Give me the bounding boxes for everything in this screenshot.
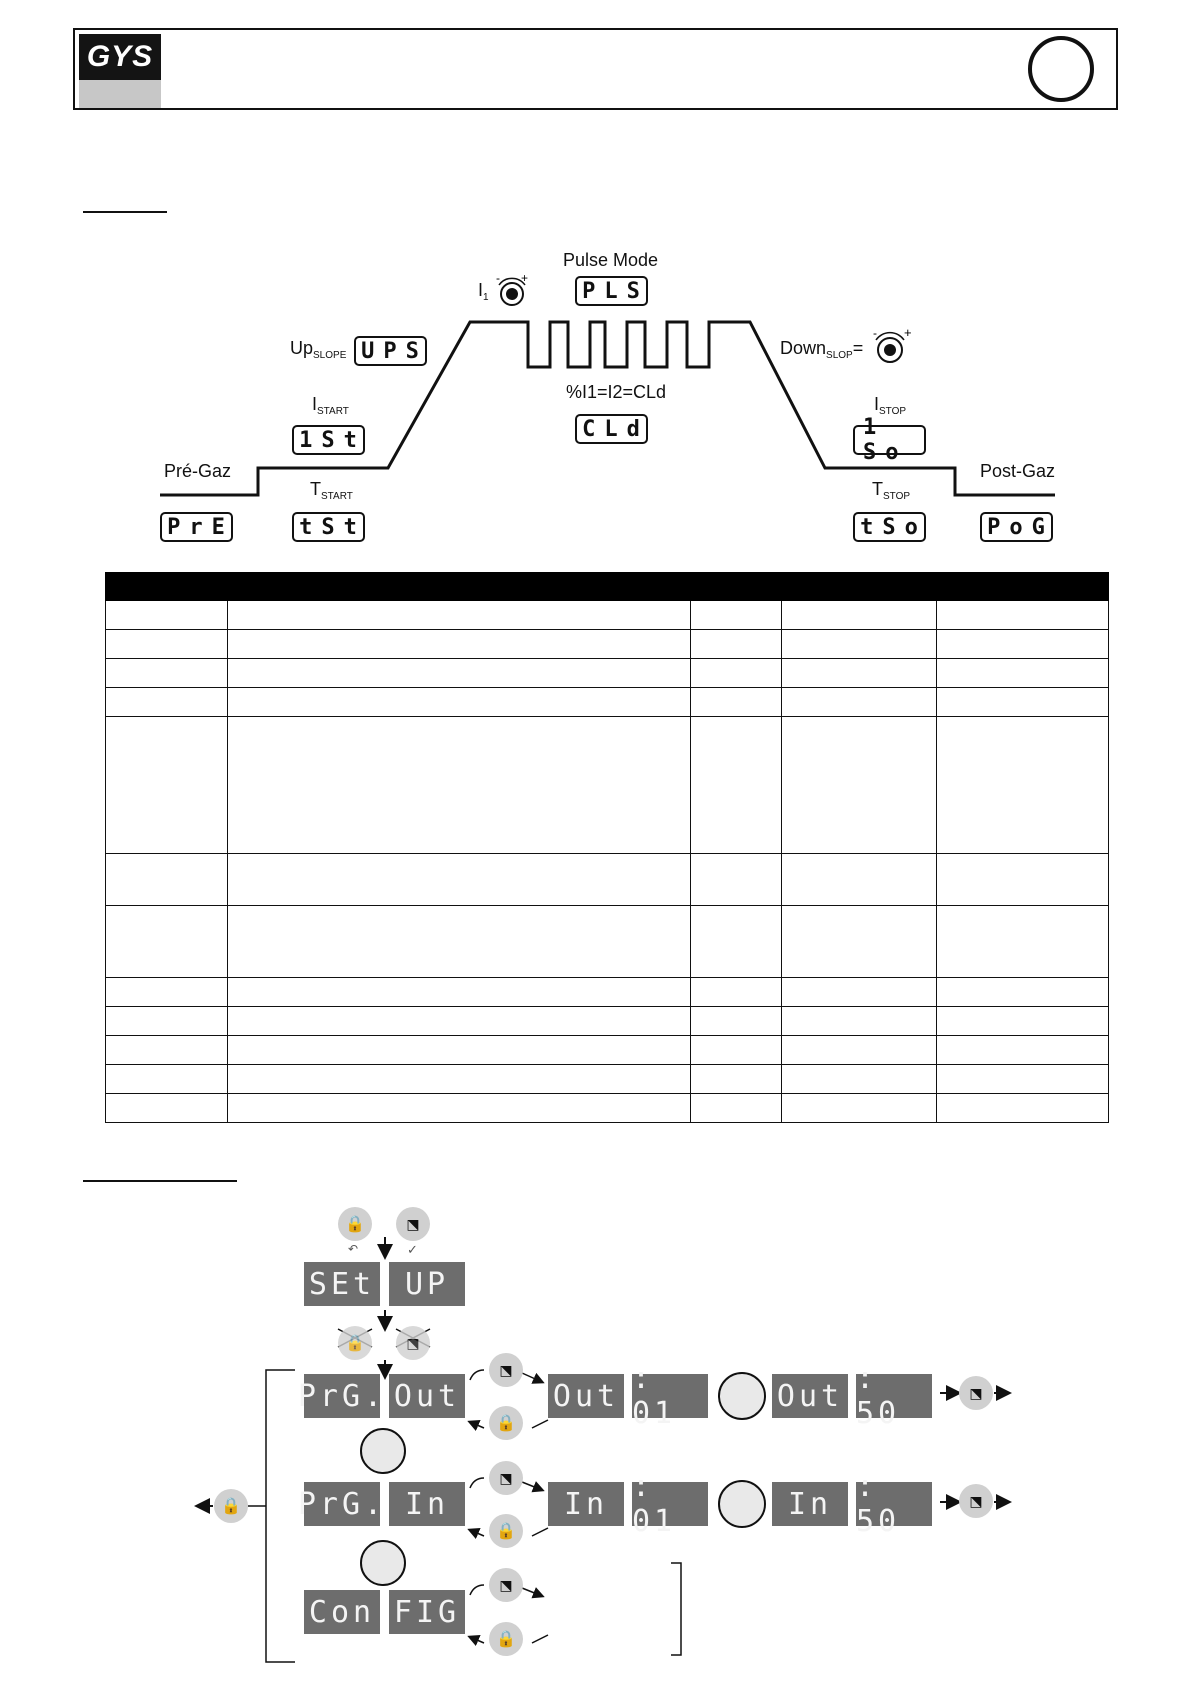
pregaz-display: PrE — [160, 512, 233, 542]
cold-label: %I1=I2=CLd — [566, 382, 667, 402]
edit-button[interactable] — [489, 1461, 523, 1495]
pulse-mode-display: PLS — [575, 276, 648, 306]
adjust-knob[interactable] — [718, 1480, 766, 1528]
table-header-row — [106, 573, 1109, 601]
section-rule-2 — [83, 1180, 237, 1182]
svg-text:-: - — [873, 326, 877, 340]
edit-button[interactable] — [489, 1568, 523, 1602]
lock-button[interactable] — [338, 1207, 372, 1241]
lock-back-button[interactable] — [214, 1489, 248, 1523]
menu-scroll-knob[interactable] — [360, 1428, 406, 1474]
lock-button[interactable] — [489, 1514, 523, 1548]
lock-button[interactable] — [489, 1622, 523, 1656]
edit-icon: ⬔ — [406, 1215, 420, 1232]
setup-display-right: UP — [389, 1262, 465, 1306]
tstop-label: $T_{STOP}$ — [872, 479, 911, 502]
lock-button[interactable] — [489, 1406, 523, 1440]
out-label-display-2: Out — [772, 1374, 848, 1418]
table-row — [106, 688, 1109, 717]
adjust-knob[interactable] — [718, 1372, 766, 1420]
edit-icon: ⬔ — [499, 1469, 513, 1486]
in-label-display: In — [548, 1482, 624, 1526]
menu-row-2-mid: In — [389, 1482, 465, 1526]
i1-knob-icon — [496, 271, 528, 305]
menu-row-1-mid: Out — [389, 1374, 465, 1418]
svg-text:+: + — [904, 325, 912, 340]
lock-icon: 🔒 — [496, 1415, 516, 1432]
setup-display-left: SEt — [304, 1262, 380, 1306]
edit-button-disabled — [396, 1326, 430, 1360]
table-row — [106, 978, 1109, 1007]
edit-button[interactable] — [959, 1484, 993, 1518]
menu-row-3-left: Con — [304, 1590, 380, 1634]
setup-flow-arrows — [0, 1190, 1192, 1685]
table-row — [106, 601, 1109, 630]
svg-text:-: - — [496, 271, 500, 285]
menu-scroll-knob[interactable] — [360, 1540, 406, 1586]
table-row — [106, 1007, 1109, 1036]
in-value-start-display: : 01 — [632, 1482, 708, 1526]
upslope-label: $Up_{SLOPE}$ — [290, 338, 347, 361]
istart-display: 1St — [292, 425, 365, 455]
out-value-start-display: : 01 — [632, 1374, 708, 1418]
table-row — [106, 1036, 1109, 1065]
edit-icon: ⬔ — [969, 1492, 983, 1509]
menu-row-2-left: PrG. — [304, 1482, 380, 1526]
menu-row-3-mid: FIG — [389, 1590, 465, 1634]
postgaz-label: Post-Gaz — [980, 461, 1056, 481]
i1-label: $I_1$ — [478, 280, 489, 303]
in-label-display-2: In — [772, 1482, 848, 1526]
table-row — [106, 659, 1109, 688]
out-value-end-display: : 50 — [856, 1374, 932, 1418]
out-label-display: Out — [548, 1374, 624, 1418]
pregaz-label: Pré-Gaz — [164, 461, 232, 481]
tstart-label: $T_{START}$ — [310, 479, 353, 502]
edit-button[interactable] — [396, 1207, 430, 1241]
edit-icon: ⬔ — [499, 1576, 513, 1593]
istop-label: $I_{STOP}$ — [874, 394, 907, 417]
logo-text: GYS — [79, 34, 161, 80]
menu-row-1-left: PrG. — [304, 1374, 380, 1418]
lock-icon: 🔒 — [496, 1523, 516, 1540]
downslope-knob-icon — [873, 325, 912, 362]
parameter-table — [105, 572, 1109, 1123]
lock-icon: 🔒 — [221, 1498, 241, 1515]
svg-text:+: + — [521, 271, 529, 285]
edit-button[interactable] — [489, 1353, 523, 1387]
edit-button[interactable] — [959, 1376, 993, 1410]
lock-icon: 🔒 — [345, 1216, 365, 1233]
table-row — [106, 630, 1109, 659]
lock-button-disabled — [338, 1326, 372, 1360]
postgaz-display: PoG — [980, 512, 1053, 542]
tstart-display: tSt — [292, 512, 365, 542]
table-row — [106, 717, 1109, 854]
edit-icon: ⬔ — [969, 1384, 983, 1401]
table-row — [106, 854, 1109, 906]
downslope-label: Down$_{SLOP}$= — [780, 338, 864, 361]
upslope-display: UPS — [354, 336, 427, 366]
check-icon: ✓ — [407, 1242, 418, 1257]
cold-display: CLd — [575, 414, 648, 444]
lock-icon: 🔒 — [496, 1631, 516, 1648]
istart-label: $I_{START}$ — [312, 394, 349, 417]
istop-display: 1 So — [853, 425, 926, 455]
table-row — [106, 906, 1109, 978]
pulse-mode-label: Pulse Mode — [563, 250, 659, 270]
edit-icon: ⬔ — [406, 1334, 420, 1351]
tstop-display: tSo — [853, 512, 926, 542]
edit-icon: ⬔ — [499, 1361, 513, 1378]
undo-icon: ↶ — [348, 1242, 359, 1256]
table-row — [106, 1094, 1109, 1123]
table-row — [106, 1065, 1109, 1094]
in-value-end-display: : 50 — [856, 1482, 932, 1526]
lock-icon: 🔒 — [345, 1335, 365, 1352]
